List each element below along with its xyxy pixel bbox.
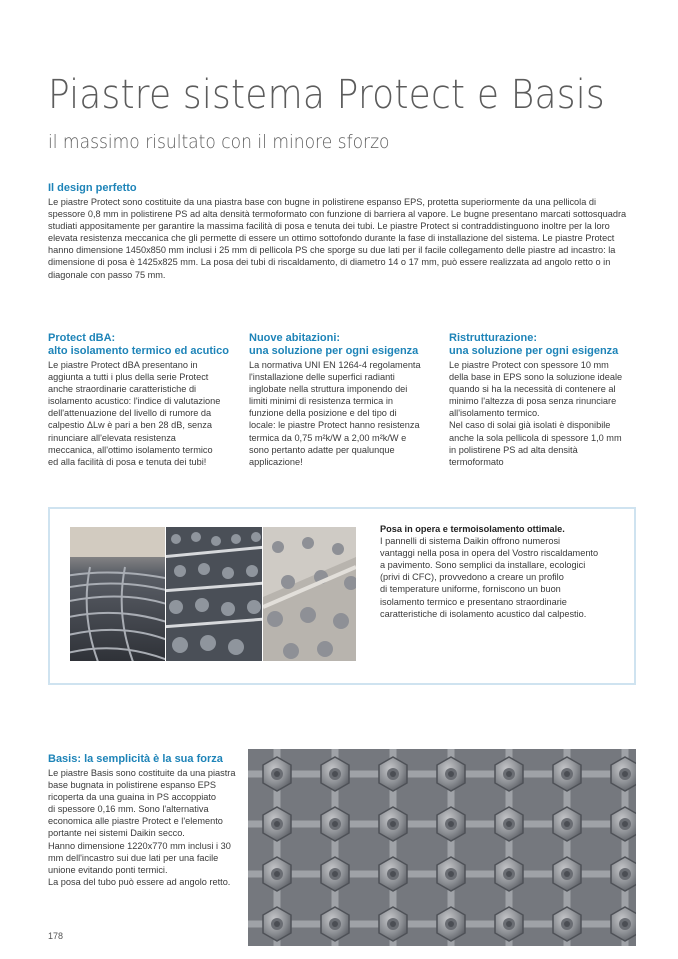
column-line: ed alla facilità di posa e tenuta dei tubi! [48,456,207,467]
column-line: funzione della posizione e del tipo di [249,408,397,419]
page-title: Piastre sistema Protect e Basis [48,72,605,118]
photo-heating-pipes [70,527,165,661]
column-protect-dba [48,332,238,468]
column-line: quando si ha la necessità di contenere al [449,384,616,395]
basis-line: portante nei sistemi Daikin secco. [48,828,185,839]
column-nuove-abitazioni [249,332,439,468]
column-line: Le piastre Protect dBA presentano in [48,360,198,370]
feature-line: isolamento termico e presentano straordinarie [380,596,567,607]
intro-text [48,196,630,281]
column-ristrutturazione [449,332,639,468]
column-text [48,359,238,468]
column-line: termica da 0,75 m²k/W a 2,00 m²k/W e [249,432,407,443]
column-line: sono pertanto adatte per qualunque [249,444,395,455]
column-line: isolamento acustico: l'indice di valutazione [48,396,221,407]
basis-line: Le piastre Basis sono costituite da una piastra [48,768,236,778]
column-text [249,359,439,468]
basis-line: ricoperta da una guaina in PS accoppiato [48,792,217,803]
column-line: della base in EPS sono la soluzione ideale [449,372,623,383]
column-heading: una soluzione per ogni esigenza [249,345,419,357]
intro-line: dimensione di posa è 1425x825 mm. La posa dei tubi di riscaldamento, di diametro 14 o 17 mm, può essere realizzata ad angolo retto o in [48,257,611,268]
heating-pipes-image [70,527,165,661]
column-line: limiti minimi di resistenza termica in [249,396,393,407]
basis-heading: Basis: la semplicità è la sua forza [48,753,223,765]
photo-plate-closeup [166,527,262,661]
page-number: 178 [48,931,64,941]
feature-box-body [380,535,630,620]
basis-line: economica alle piastre Protect e l'elemento [48,816,223,827]
page-subtitle: il massimo risultato con il minore sforzo [48,131,390,153]
column-line: Le piastre Protect con spessore 10 mm [449,360,609,370]
column-line: Nel caso di solai già isolati è disponibile [449,420,611,431]
intro-line: studiati appositamente per garantire la massima facilità di posa e tenuta dei tubi. Le piastre Protect si contraddistinguono inoltre per la loro [48,221,610,232]
column-heading: alto isolamento termico ed acutico [48,345,229,357]
feature-line: vantaggi nella posa in opera del Vostro riscaldamento [380,548,599,559]
column-line: all'isolamento termico. [449,408,540,419]
feature-line: di temperature uniforme, forniscono un buon [380,584,561,595]
basis-line: di spessore 0,16 mm. Sono l'alternativa [48,804,209,815]
column-line: applicazione! [249,456,303,467]
plate-closeup-image [166,527,262,661]
basis-line: unione evitando ponti termici. [48,864,168,875]
basis-section [48,753,248,888]
column-line: l'installazione delle superfici radianti [249,372,395,383]
column-line: La normativa UNI EN 1264-4 regolamenta [249,360,421,370]
column-line: locale: le piastre Protect hanno resistenza [249,420,420,431]
column-line: meccanica, all'ottimo isolamento termico [48,444,213,455]
column-heading: Ristrutturazione: [449,332,537,344]
column-line: termoformato [449,456,504,467]
feature-box-heading: Posa in opera e termoisolamento ottimale. [380,524,565,534]
feature-box-text [380,523,630,620]
intro-heading: Il design perfetto [48,182,137,194]
basis-line: mm dell'incastro sui due lati per una facile [48,852,219,863]
feature-box [48,507,636,685]
intro-line: diagonale con passo 75 mm. [48,269,166,280]
column-line: aggiunta a tutti i plus della serie Protect [48,372,209,383]
basis-text [48,767,248,888]
column-line: dell'attenuazione del livello di rumore da [48,408,212,419]
column-line: anche straordinarie caratteristiche di [48,384,197,395]
intro-line: Le piastre Protect sono costituite da una piastra base con bugne in polistirene espanso EPS, protetta superiormente da una pellicola di [48,197,597,207]
photo-light-plate [263,527,356,661]
column-text [449,359,639,468]
basis-plate-image [248,749,636,946]
feature-line: (privi di CFC), provvedono a creare un profilo [380,572,564,583]
photo-basis-plate [248,749,636,946]
feature-line: I pannelli di sistema Daikin offrono numerosi [380,536,561,547]
column-heading: una soluzione per ogni esigenza [449,345,619,357]
column-heading: Protect dBA: [48,332,116,344]
column-heading: Nuove abitazioni: [249,332,341,344]
column-line: inglobate nella struttura imponendo dei [249,384,408,395]
intro-line: hanno dimensione 1450x850 mm inclusi i 25 mm di pellicola PS che sporge su due lati per il facile collegamento delle piastre ad incastro: la [48,245,616,256]
column-line: calpestio ΔLw è pari a ben 28 dB, senza [48,420,212,431]
feature-line: a pavimento. Sono semplici da installare, ecologici [380,560,586,571]
intro-line: spessore 0,8 mm in polistirene PS ad alta densità termoformato con funzione di barriera al vapore. Le bugne presentano marcati sottosquadra [48,209,627,220]
basis-line: base bugnata in polistirene espanso EPS [48,780,217,791]
feature-line: caratteristiche di isolamento acustico dal calpestio. [380,608,587,619]
intro-line: elevata resistenza meccanica che gli permette di essere un ottimo sottofondo durante la fase di installazione del sistema. Le piastre Protect [48,233,615,244]
column-line: anche la sola pellicola di spessore 1,0 mm [449,432,622,443]
basis-line: Hanno dimensione 1220x770 mm inclusi i 30 [48,840,231,851]
column-line: in polistirene PS ad alta densità [449,444,578,455]
column-line: minimo l'altezza di posa senza rinunciare [449,396,617,407]
column-line: rinunciare all'elevata resistenza [48,432,176,443]
light-plate-image [263,527,356,661]
basis-line: La posa del tubo può essere ad angolo retto. [48,876,231,887]
